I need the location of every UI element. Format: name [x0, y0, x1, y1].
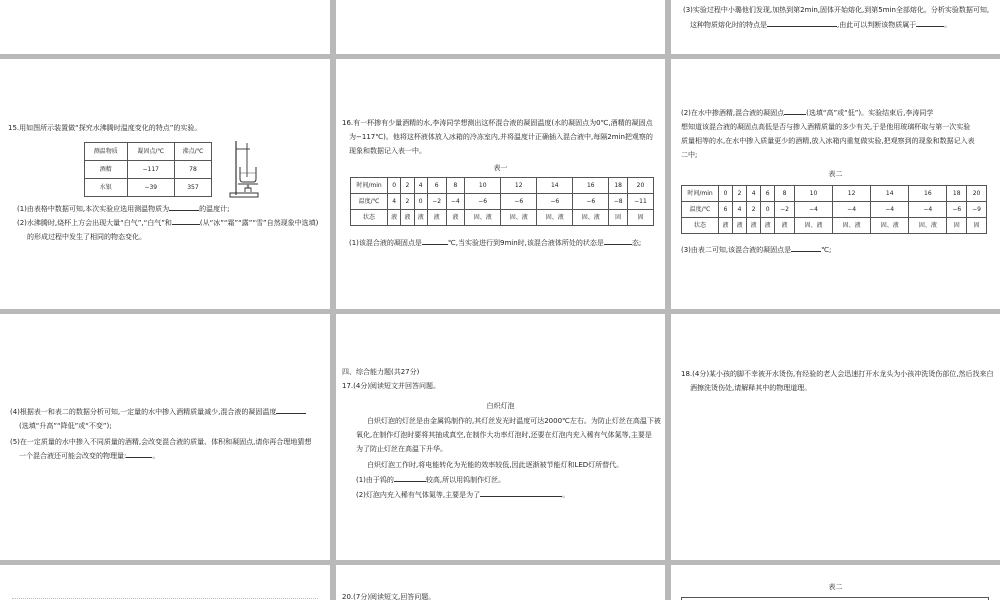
passage-line1: 白炽灯泡的灯丝是由金属钨制作的,其灯丝发光时温度可达2000℃左右。为防止灯丝在高温下被 [367, 417, 661, 425]
q16c-question-5-cont: 一个混合液还可能会改变的物理量: 。 [19, 452, 160, 460]
q16c-question-4-cont: (选填“升高”“降低”或“不变”); [19, 422, 112, 430]
table-cell: 20 [627, 178, 653, 194]
table2-title-bottom: 表二 [828, 583, 843, 591]
table-cell: 0 [719, 186, 733, 202]
q17-question-1: (1)由于钨的 较高,所以用钨制作灯丝。 [356, 476, 506, 484]
table-cell: 时间/min [351, 178, 388, 194]
answer-blank [791, 244, 821, 252]
table-cell: 液 [775, 218, 795, 234]
page-panel-top-middle [336, 0, 665, 54]
q16-question-1: (1)该混合液的凝固点是 ℃,当实验进行到9min时,该混合液体所处的状态是 态; [349, 239, 642, 247]
page-panel-q17 [336, 314, 665, 560]
q17-intro: 17.(4分)阅读短文并回答问题。 [342, 382, 441, 390]
table-header: 凝固点/℃ [127, 143, 174, 161]
table-cell: 6 [427, 178, 446, 194]
table-cell: 液 [719, 218, 733, 234]
table-cell: 12 [833, 186, 871, 202]
table-cell: 78 [174, 161, 211, 179]
answer-blank [916, 19, 944, 27]
answer-blank [784, 107, 806, 115]
page-panel-top-left [0, 0, 330, 54]
table-cell: 16 [573, 178, 609, 194]
table-cell: 状态 [682, 218, 719, 234]
q16-line1: 16.有一杯掺有少量酒精的水,李涛同学想测出这杯混合液的凝固温度(水的凝固点为0℃,酒精的凝固点 [342, 119, 653, 127]
table-cell: −2 [775, 202, 795, 218]
q16b-line4: 二中; [681, 151, 698, 159]
table-cell: 8 [446, 178, 465, 194]
table-cell: 固、液 [573, 210, 609, 226]
page-panel-q16 [336, 59, 665, 309]
table-cell: 20 [967, 186, 987, 202]
table-cell: −6 [465, 194, 501, 210]
table-header: 沸点/℃ [174, 143, 211, 161]
page-panel-q16-end [0, 314, 330, 560]
table-cell: 0 [414, 194, 427, 210]
table-cell: 酒精 [85, 161, 128, 179]
table-cell: 6 [719, 202, 733, 218]
table-cell: 8 [775, 186, 795, 202]
table-cell: −4 [909, 202, 947, 218]
page-panel-bottom-right [671, 565, 1000, 600]
table-cell: −117 [127, 161, 174, 179]
table-cell: 2 [733, 186, 747, 202]
table-cell: 温度/℃ [682, 202, 719, 218]
table-cell: 18 [609, 178, 628, 194]
table-cell: 液 [401, 210, 414, 226]
q3-line1: (3)实验过程中小璐他们发现,加热到第2min,固体开始熔化,到第5min全部熔化。分析实验数据可知, [683, 6, 990, 14]
table-cell: 2 [401, 194, 414, 210]
table-cell: 357 [174, 179, 211, 197]
q17-question-2: (2)灯泡内充入稀有气体氮等,主要是为了 。 [356, 491, 570, 499]
table-cell: 4 [414, 178, 427, 194]
table-cell: −6 [537, 194, 573, 210]
table-cell: 12 [501, 178, 537, 194]
table-cell: 水银 [85, 179, 128, 197]
table-cell: 0 [761, 202, 775, 218]
answer-blank [126, 450, 152, 458]
table-cell: 液 [761, 218, 775, 234]
table-cell: 液 [427, 210, 446, 226]
q16c-question-5: (5)在一定质量的水中掺入不同质量的酒精,会改变混合液的质量、体积和凝固点,请你再合理地猜想 [10, 438, 312, 446]
table-cell: −4 [794, 202, 832, 218]
answer-blank [480, 489, 562, 497]
page-panel-top-right [671, 0, 1000, 54]
table-cell: 液 [446, 210, 465, 226]
table-cell: 4 [747, 186, 761, 202]
answer-blank [172, 217, 200, 225]
answer-blank [422, 237, 448, 245]
table-cell: 固、液 [794, 218, 832, 234]
answer-blank [604, 237, 632, 245]
page-panel-bottom-left [0, 565, 330, 600]
q16b-line1: (2)在水中掺酒精,混合液的凝固点 (选填“高”或“低”)。实验结束后,李涛同学 [681, 109, 934, 117]
table-cell: 时间/min [682, 186, 719, 202]
table-cell: 4 [733, 202, 747, 218]
answer-blank [394, 474, 426, 482]
table1 [350, 177, 654, 226]
table-cell: 2 [747, 202, 761, 218]
page-panel-q18 [671, 314, 1000, 560]
table-cell: −11 [627, 194, 653, 210]
page-panel-q16-cont [671, 59, 1000, 309]
q16b-question-3: (3)由表二可知,该混合液的凝固点是 ℃; [681, 246, 832, 254]
table-cell: −4 [833, 202, 871, 218]
page-panel-q15 [0, 59, 330, 309]
q15-question-1: (1)由表格中数据可知,本次实验应选用测温物质为 的温度计; [17, 205, 230, 213]
table-cell: 6 [761, 186, 775, 202]
q16b-line3: 质量相等的水,在水中掺入质量更少的酒精,放入冰箱内重复做实验,把观察到的现象和数据记入表 [681, 137, 975, 145]
table-cell: 10 [794, 186, 832, 202]
table-cell: 16 [909, 186, 947, 202]
table-cell: 2 [401, 178, 414, 194]
table-cell: 液 [747, 218, 761, 234]
section-heading: 四、综合能力题(共27分) [342, 368, 420, 376]
q15-question-2-cont: 的形成过程中发生了相同的物态变化。 [27, 233, 146, 241]
answer-blank [276, 406, 306, 414]
table-cell: −4 [446, 194, 465, 210]
passage-title: 白炽灯泡 [486, 402, 515, 410]
table-cell: −6 [573, 194, 609, 210]
table-header: 测温物质 [85, 143, 128, 161]
table-cell: −39 [127, 179, 174, 197]
table-cell: 4 [388, 194, 401, 210]
table-cell: 10 [465, 178, 501, 194]
answer-blank [169, 203, 199, 211]
table-cell: −9 [967, 202, 987, 218]
q3-line2: 这种物质熔化时的特点是 ,由此可以判断该物质属于 。 [690, 21, 952, 29]
table-cell: 固、液 [833, 218, 871, 234]
table-cell: 温度/℃ [351, 194, 388, 210]
table-cell: 14 [871, 186, 909, 202]
boiling-apparatus-figure [228, 137, 260, 199]
table-cell: 液 [733, 218, 747, 234]
table-cell: 14 [537, 178, 573, 194]
table-cell: 固、液 [537, 210, 573, 226]
table-cell: 固、液 [501, 210, 537, 226]
table1-title: 表一 [493, 164, 508, 172]
table-cell: 液 [388, 210, 401, 226]
q20-heading: 20.(7分)阅读短文,回答问题。 [342, 593, 436, 600]
table-cell: −2 [427, 194, 446, 210]
q16-line3: 现象和数据记入表一中。 [349, 147, 426, 155]
table2-title: 表二 [828, 170, 843, 178]
table-cell: 状态 [351, 210, 388, 226]
q15-data-table [84, 142, 212, 197]
table-cell: 固 [627, 210, 653, 226]
q15-question-2: (2)水沸腾时,烧杯上方会出现大量“白气”,“白气”和 (从“冰”“霜”“露”“雪”自然现象中选填) [17, 219, 319, 227]
q18-line2: 酒擦洗烫伤处,请解释其中的物理道理。 [690, 384, 812, 392]
passage-line2: 氧化,在制作灯泡时要将其抽成真空,在制作大功率灯泡时,还要在灯泡内充入稀有气体氮等,主要是 [356, 431, 652, 439]
passage-paragraph2: 白炽灯泡工作时,将电能转化为光能的效率较低,因此逐渐被节能灯和LED灯所替代。 [367, 461, 624, 469]
table-cell: −4 [871, 202, 909, 218]
q15-title: 15.用如图所示装置做“探究水沸腾时温度变化的特点”的实验。 [8, 124, 202, 132]
table-cell: −6 [947, 202, 967, 218]
table-cell: 0 [388, 178, 401, 194]
table-cell: 固、液 [909, 218, 947, 234]
table-cell: 18 [947, 186, 967, 202]
table-cell: 固、液 [465, 210, 501, 226]
passage-line3: 为了防止灯丝在高温下升华。 [356, 445, 447, 453]
table2 [681, 185, 987, 234]
table-cell: 固 [967, 218, 987, 234]
table-cell: 固、液 [871, 218, 909, 234]
table-cell: 固 [947, 218, 967, 234]
table-cell: −6 [501, 194, 537, 210]
q18-line1: 18.(4分)某小孩的脚不幸被开水烫伤,有经验的老人会迅速打开水龙头为小孩冲洗烫伤部位,然后找来白 [681, 370, 994, 378]
q16-line2: 为−117℃)。他将这杯液体放入冰箱的冷冻室内,并将温度计正确插入混合液中,每隔2min把观察的 [349, 133, 653, 141]
answer-blank [767, 19, 837, 27]
q16b-line2: 想知道该混合液的凝固点高低是否与掺入酒精质量的多少有关,于是他用玻璃杯取与第一次实验 [681, 123, 971, 131]
q16c-question-4: (4)根据表一和表二的数据分析可知,一定量的水中掺入酒精质量减少,混合液的凝固温度 [10, 406, 306, 419]
table-cell: 液 [414, 210, 427, 226]
page-panel-bottom-middle [336, 565, 665, 600]
table-cell: −8 [609, 194, 628, 210]
table-cell: 固 [609, 210, 628, 226]
